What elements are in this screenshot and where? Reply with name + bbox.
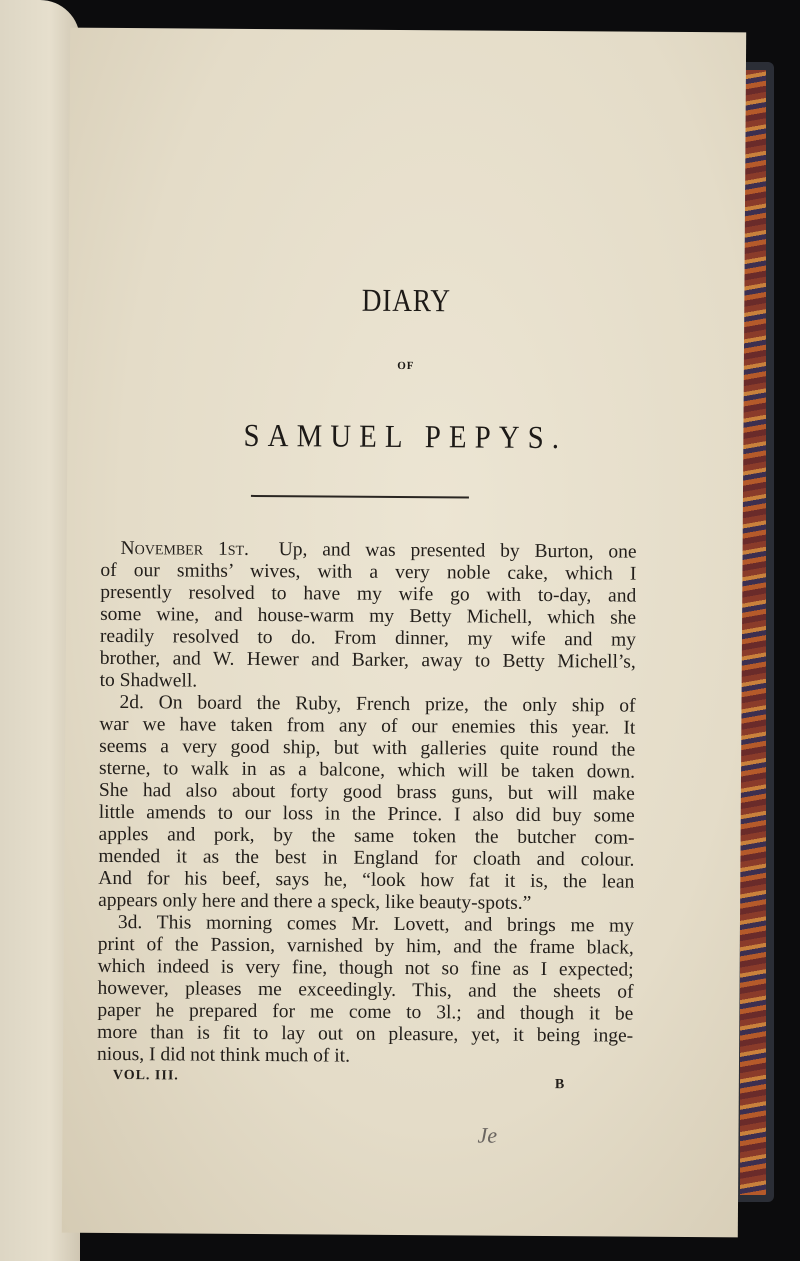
text-line: 3d. This morning comes Mr. Lovett, and brings me my [117, 912, 635, 937]
signature-mark: B [554, 1077, 566, 1093]
heading-name: SAMUEL PEPYS. [243, 416, 568, 456]
text-line: 2d. On board the Ruby, French prize, the only ship of [119, 692, 636, 717]
text-line: sterne, to walk in as a balcone, which will be taken down. [98, 757, 636, 783]
text-line: apples and pork, by the same token the butcher com- [98, 823, 635, 849]
text-line: appears only here and there a speck, like beauty-spots.” [98, 889, 532, 914]
entry-date: November 1st. [120, 538, 250, 560]
text-line: readily resolved to do. From dinner, my wife and my [99, 625, 637, 651]
text-line: nious, I did not think much of it. [96, 1043, 351, 1067]
handwritten-mark: Je [477, 1122, 498, 1148]
diary-text [97, 538, 637, 1070]
text-line: war we have taken from any of our enemies this year. It [99, 713, 636, 739]
text-line: however, pleases me exceedingly. This, and the sheets of [97, 977, 634, 1003]
text-line: paper he prepared for me come to 3l.; and though it be [97, 999, 634, 1025]
text-line: mended it as the best in England for cloath and colour. [98, 845, 635, 871]
volume-label: VOL. III. [112, 1067, 179, 1084]
text-line: which indeed is very fine, though not so fine as I expected; [97, 955, 634, 981]
text-line: And for his beef, says he, “look how fat it is, the lean [98, 867, 635, 893]
text-line: brother, and W. Hewer and Barker, away to Betty Michell’s, [99, 647, 636, 673]
book-page [62, 28, 746, 1238]
text-line: She had also about forty good brass guns, but will make [98, 779, 635, 805]
text-line: seems a very good ship, but with galleries quite round the [99, 735, 636, 761]
text-line: presently resolved to have my wife go with to-day, and [100, 581, 637, 607]
text-line: to Shadwell. [99, 669, 198, 692]
heading-of: OF [397, 359, 415, 373]
text-line: some wine, and house-warm my Betty Michell, which she [100, 603, 637, 629]
heading-title: DIARY [361, 281, 451, 319]
text-line: print of the Passion, varnished by him, and the frame black, [97, 933, 634, 959]
text-line: of our smiths’ wives, with a very noble cake, which I [100, 559, 637, 585]
text-line: little amends to our loss in the Prince. I also did buy some [98, 801, 635, 827]
text-line: November 1st. Up, and was presented by Burton, one [120, 538, 637, 563]
title-rule [251, 495, 469, 499]
text-line: more than is fit to lay out on pleasure, yet, it being inge- [97, 1021, 634, 1047]
